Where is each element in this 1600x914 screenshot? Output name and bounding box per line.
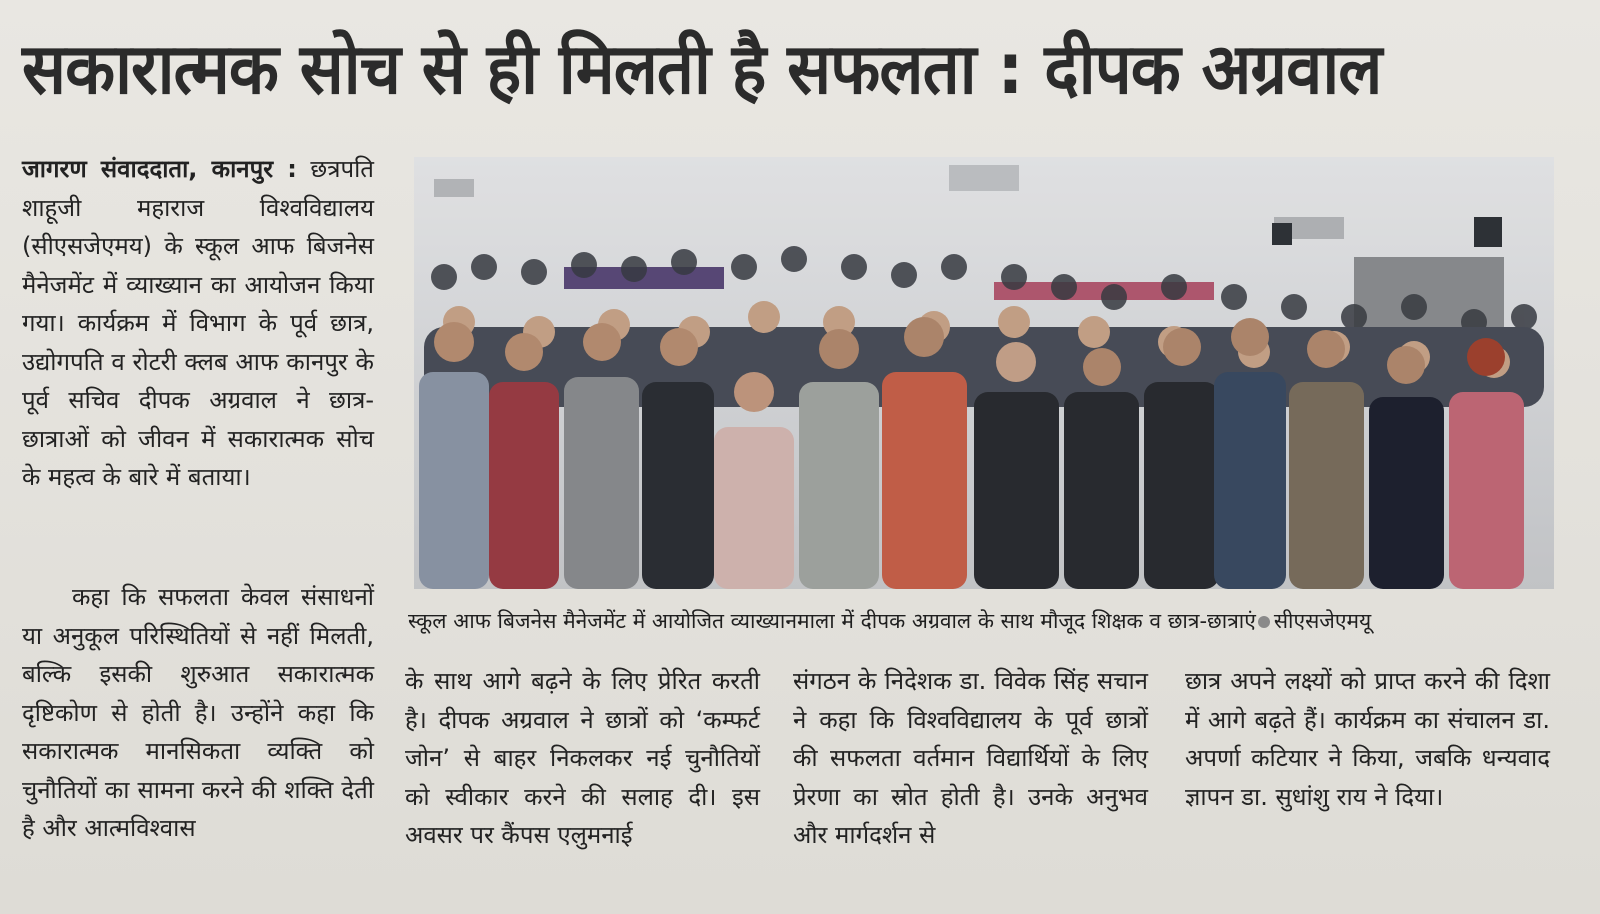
article-column-3	[793, 662, 1148, 855]
article-paragraph-2b: के साथ आगे बढ़ने के लिए प्रेरित करती है। दीपक अग्रवाल ने छात्रों को ‘कम्फर्ट जोन’ से बाहर निकलकर नई चुनौतियों को स्वीकार करने की सलाह दी। इस अवसर पर कैंपस एलुमनाई	[405, 667, 760, 849]
photo-caption-text: स्कूल आफ बिजनेस मैनेजमेंट में आयोजित व्याख्यानमाला में दीपक अग्रवाल के साथ मौजूद शिक्षक व छात्र-छात्राएं	[408, 609, 1256, 633]
group-photo-image	[414, 157, 1554, 589]
article-paragraph-2a: कहा कि सफलता केवल संसाधनों या अनुकूल परिस्थितियों से नहीं मिलती, बल्कि इसकी शुरुआत सकारात्मक दृष्टिकोण से होती है। उन्होंने कहा कि सकारात्मक मानसिकता व्यक्ति को चुनौतियों का सामना करने की शक्ति देती है और आत्मविश्वास	[22, 583, 374, 842]
article-paragraph-3a: संगठन के निदेशक डा. विवेक सिंह सचान ने कहा कि विश्वविद्यालय के पूर्व छात्रों की सफलता वर्तमान विद्यार्थियों के लिए प्रेरणा का स्रोत होती है। उनके अनुभव और मार्गदर्शन से	[793, 667, 1148, 849]
article-headline: सकारात्मक सोच से ही मिलती है सफलता : दीपक अग्रवाल	[22, 28, 1382, 110]
article-paragraph-1: छत्रपति शाहूजी महाराज विश्वविद्यालय (सीएसजेएमय) के स्कूल आफ बिजनेस मैनेजमेंट में व्याख्यान का आयोजन किया गया। कार्यक्रम में विभाग के पूर्व छात्र, उद्योगपति व रोटरी क्लब आफ कानपुर के पूर्व सचिव दीपक अग्रवाल ने छात्र-छात्राओं को जीवन में सकारात्मक सोच के महत्व के बारे में बताया।	[22, 155, 374, 491]
article-column-1-continued	[22, 578, 374, 848]
article-dateline: जागरण संवाददाता, कानपुर :	[22, 155, 297, 183]
article-column-2	[405, 662, 760, 855]
article-column-1	[22, 150, 374, 497]
article-photo	[414, 157, 1554, 589]
bullet-dot-icon	[1258, 616, 1270, 628]
photo-caption	[408, 606, 1558, 636]
photo-credit: सीएसजेएमयू	[1273, 609, 1372, 633]
article-paragraph-3b: छात्र अपने लक्ष्यों को प्राप्त करने की दिशा में आगे बढ़ते हैं। कार्यक्रम का संचालन डा. अपर्णा कटियार ने किया, जबकि धन्यवाद ज्ञापन डा. सुधांशु राय ने दिया।	[1185, 667, 1550, 811]
article-column-4	[1185, 662, 1550, 816]
